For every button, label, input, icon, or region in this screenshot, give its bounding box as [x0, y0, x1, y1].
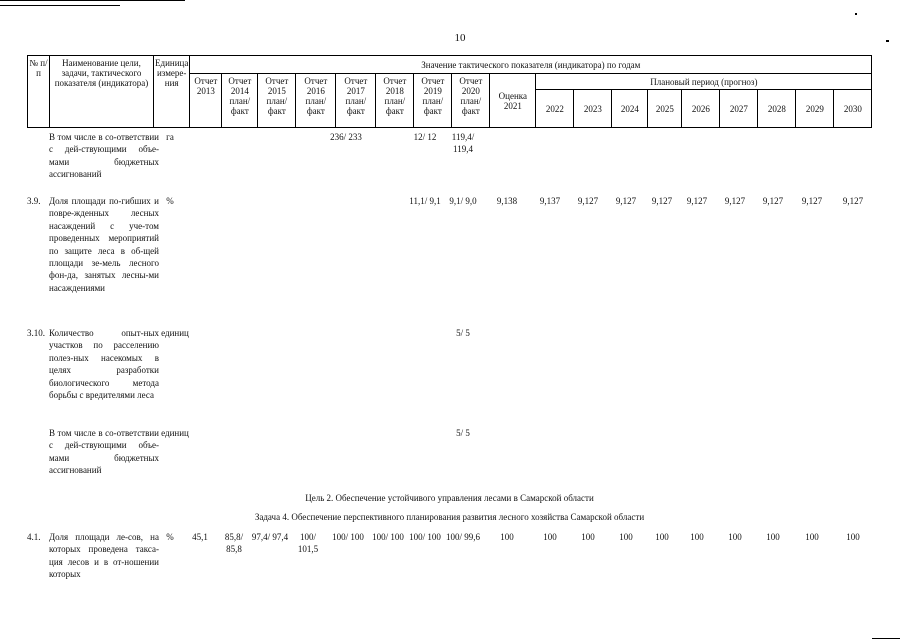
value-2026: 100: [690, 532, 704, 542]
value-2024: 9,127: [615, 196, 637, 206]
header-unit: Единица измере-ния: [154, 56, 190, 128]
value-2020: 5/ 5: [456, 328, 470, 338]
value-2013: 45,1: [192, 532, 208, 542]
value-2022: 100: [543, 532, 557, 542]
value-2021: 9,138: [496, 196, 518, 206]
header-year: 2023: [574, 90, 612, 128]
value-2024: 100: [619, 532, 633, 542]
row-description: Доля площади ле-сов, на которых проведена такса-ция лесов и в от-ношении которых: [49, 532, 159, 580]
value-2020: 119,4/ 119,4: [451, 132, 475, 154]
header-values-title: Значение тактического показателя (индикатора) по годам: [190, 56, 872, 74]
row-unit: %: [166, 532, 174, 542]
value-2020: 9,1/ 9,0: [449, 196, 477, 206]
value-2029: 100: [805, 532, 819, 542]
bottom-rule: [872, 638, 900, 639]
value-2014: 85,8/ 85,8: [224, 532, 244, 554]
value-2025: 100: [655, 532, 669, 542]
value-2027: 100: [728, 532, 742, 542]
value-2016: 100/ 101,5: [297, 532, 319, 554]
header-col: Отчет 2014 план/ факт: [222, 74, 258, 128]
value-2019: 12/ 12: [413, 132, 437, 142]
header-year: 2028: [758, 90, 796, 128]
value-2027: 9,127: [724, 196, 746, 206]
row-unit: единиц: [161, 428, 189, 438]
value-2023: 9,127: [577, 196, 599, 206]
value-2020: 100/ 99,6: [445, 532, 480, 542]
row-description: Доля площади по-гибших и повре-жденных лесных насаждений с уче-том проведенных мероприятий по защите леса в об-щей площади зе-мель лесного фон-да, занятых лесны-ми насаждениями: [49, 196, 159, 293]
value-2026: 9,127: [686, 196, 708, 206]
value-2021: 100: [500, 532, 514, 542]
value-2023: 100: [581, 532, 595, 542]
row-unit: %: [166, 196, 174, 206]
value-2019: 11,1/ 9,1: [409, 196, 441, 206]
row-unit: единиц: [161, 328, 189, 338]
value-2029: 9,127: [801, 196, 823, 206]
value-2025: 9,127: [651, 196, 673, 206]
row-number: 3.9.: [27, 196, 41, 206]
row-number: 3.10.: [27, 328, 45, 338]
page-number: 10: [454, 32, 466, 44]
scan-speck: [855, 13, 857, 15]
header-col: Отчет 2013: [190, 74, 222, 128]
value-2020: 5/ 5: [456, 428, 470, 438]
indicator-table-header: [27, 55, 872, 128]
header-col: Отчет 2020 план/ факт: [452, 74, 490, 128]
row-description: Количество опыт-ных участков по расселению полез-ных насекомых в целях разработки биологического метода борьбы с вредителями леса: [49, 328, 159, 401]
value-2018: 100/ 100: [372, 532, 404, 542]
header-col: Оценка 2021: [490, 74, 536, 128]
header-year: 2030: [834, 90, 872, 128]
value-2017: 100/ 100: [332, 532, 364, 542]
value-2022: 9,137: [539, 196, 561, 206]
header-num: № п/п: [28, 56, 50, 128]
task-heading: Задача 4. Обеспечение перспективного планирования развития лесного хозяйства Самарской области: [254, 512, 645, 522]
top-rule: [0, 0, 185, 1]
header-year: 2024: [612, 90, 648, 128]
header-year: 2026: [682, 90, 720, 128]
row-number: 4.1.: [27, 532, 41, 542]
row-description: В том числе в со-ответствии с дей-ствующими объе-мами бюджетных ассигнований: [49, 428, 159, 476]
header-col: Отчет 2019 план/ факт: [414, 74, 452, 128]
row-unit: га: [166, 132, 174, 142]
value-2019: 100/ 100: [409, 532, 441, 542]
header-col: Отчет 2017 план/ факт: [336, 74, 376, 128]
header-year: 2022: [536, 90, 574, 128]
row-description: В том числе в со-ответствии с дей-ствующими объе-мами бюджетных ассигнований: [49, 132, 159, 180]
value-2030: 9,127: [842, 196, 864, 206]
header-col: Отчет 2015 план/ факт: [258, 74, 296, 128]
value-2028: 100: [766, 532, 780, 542]
header-name: Наименование цели, задачи, тактического показателя (индикатора): [50, 56, 154, 128]
header-col: Отчет 2016 план/ факт: [296, 74, 336, 128]
top-rule-short: [0, 5, 120, 6]
goal-heading: Цель 2. Обеспечение устойчивого управления лесами в Самарской области: [305, 493, 594, 503]
header-year: 2027: [720, 90, 758, 128]
header-year: 2029: [796, 90, 834, 128]
header-year: 2025: [648, 90, 682, 128]
value-2015: 97,4/ 97,4: [251, 532, 289, 542]
scan-speck: [886, 40, 889, 42]
header-col: Отчет 2018 план/ факт: [376, 74, 414, 128]
value-2030: 100: [846, 532, 860, 542]
header-planned-title: Плановый период (прогноз): [536, 74, 872, 90]
value-2017: 236/ 233: [330, 132, 362, 142]
value-2028: 9,127: [762, 196, 784, 206]
